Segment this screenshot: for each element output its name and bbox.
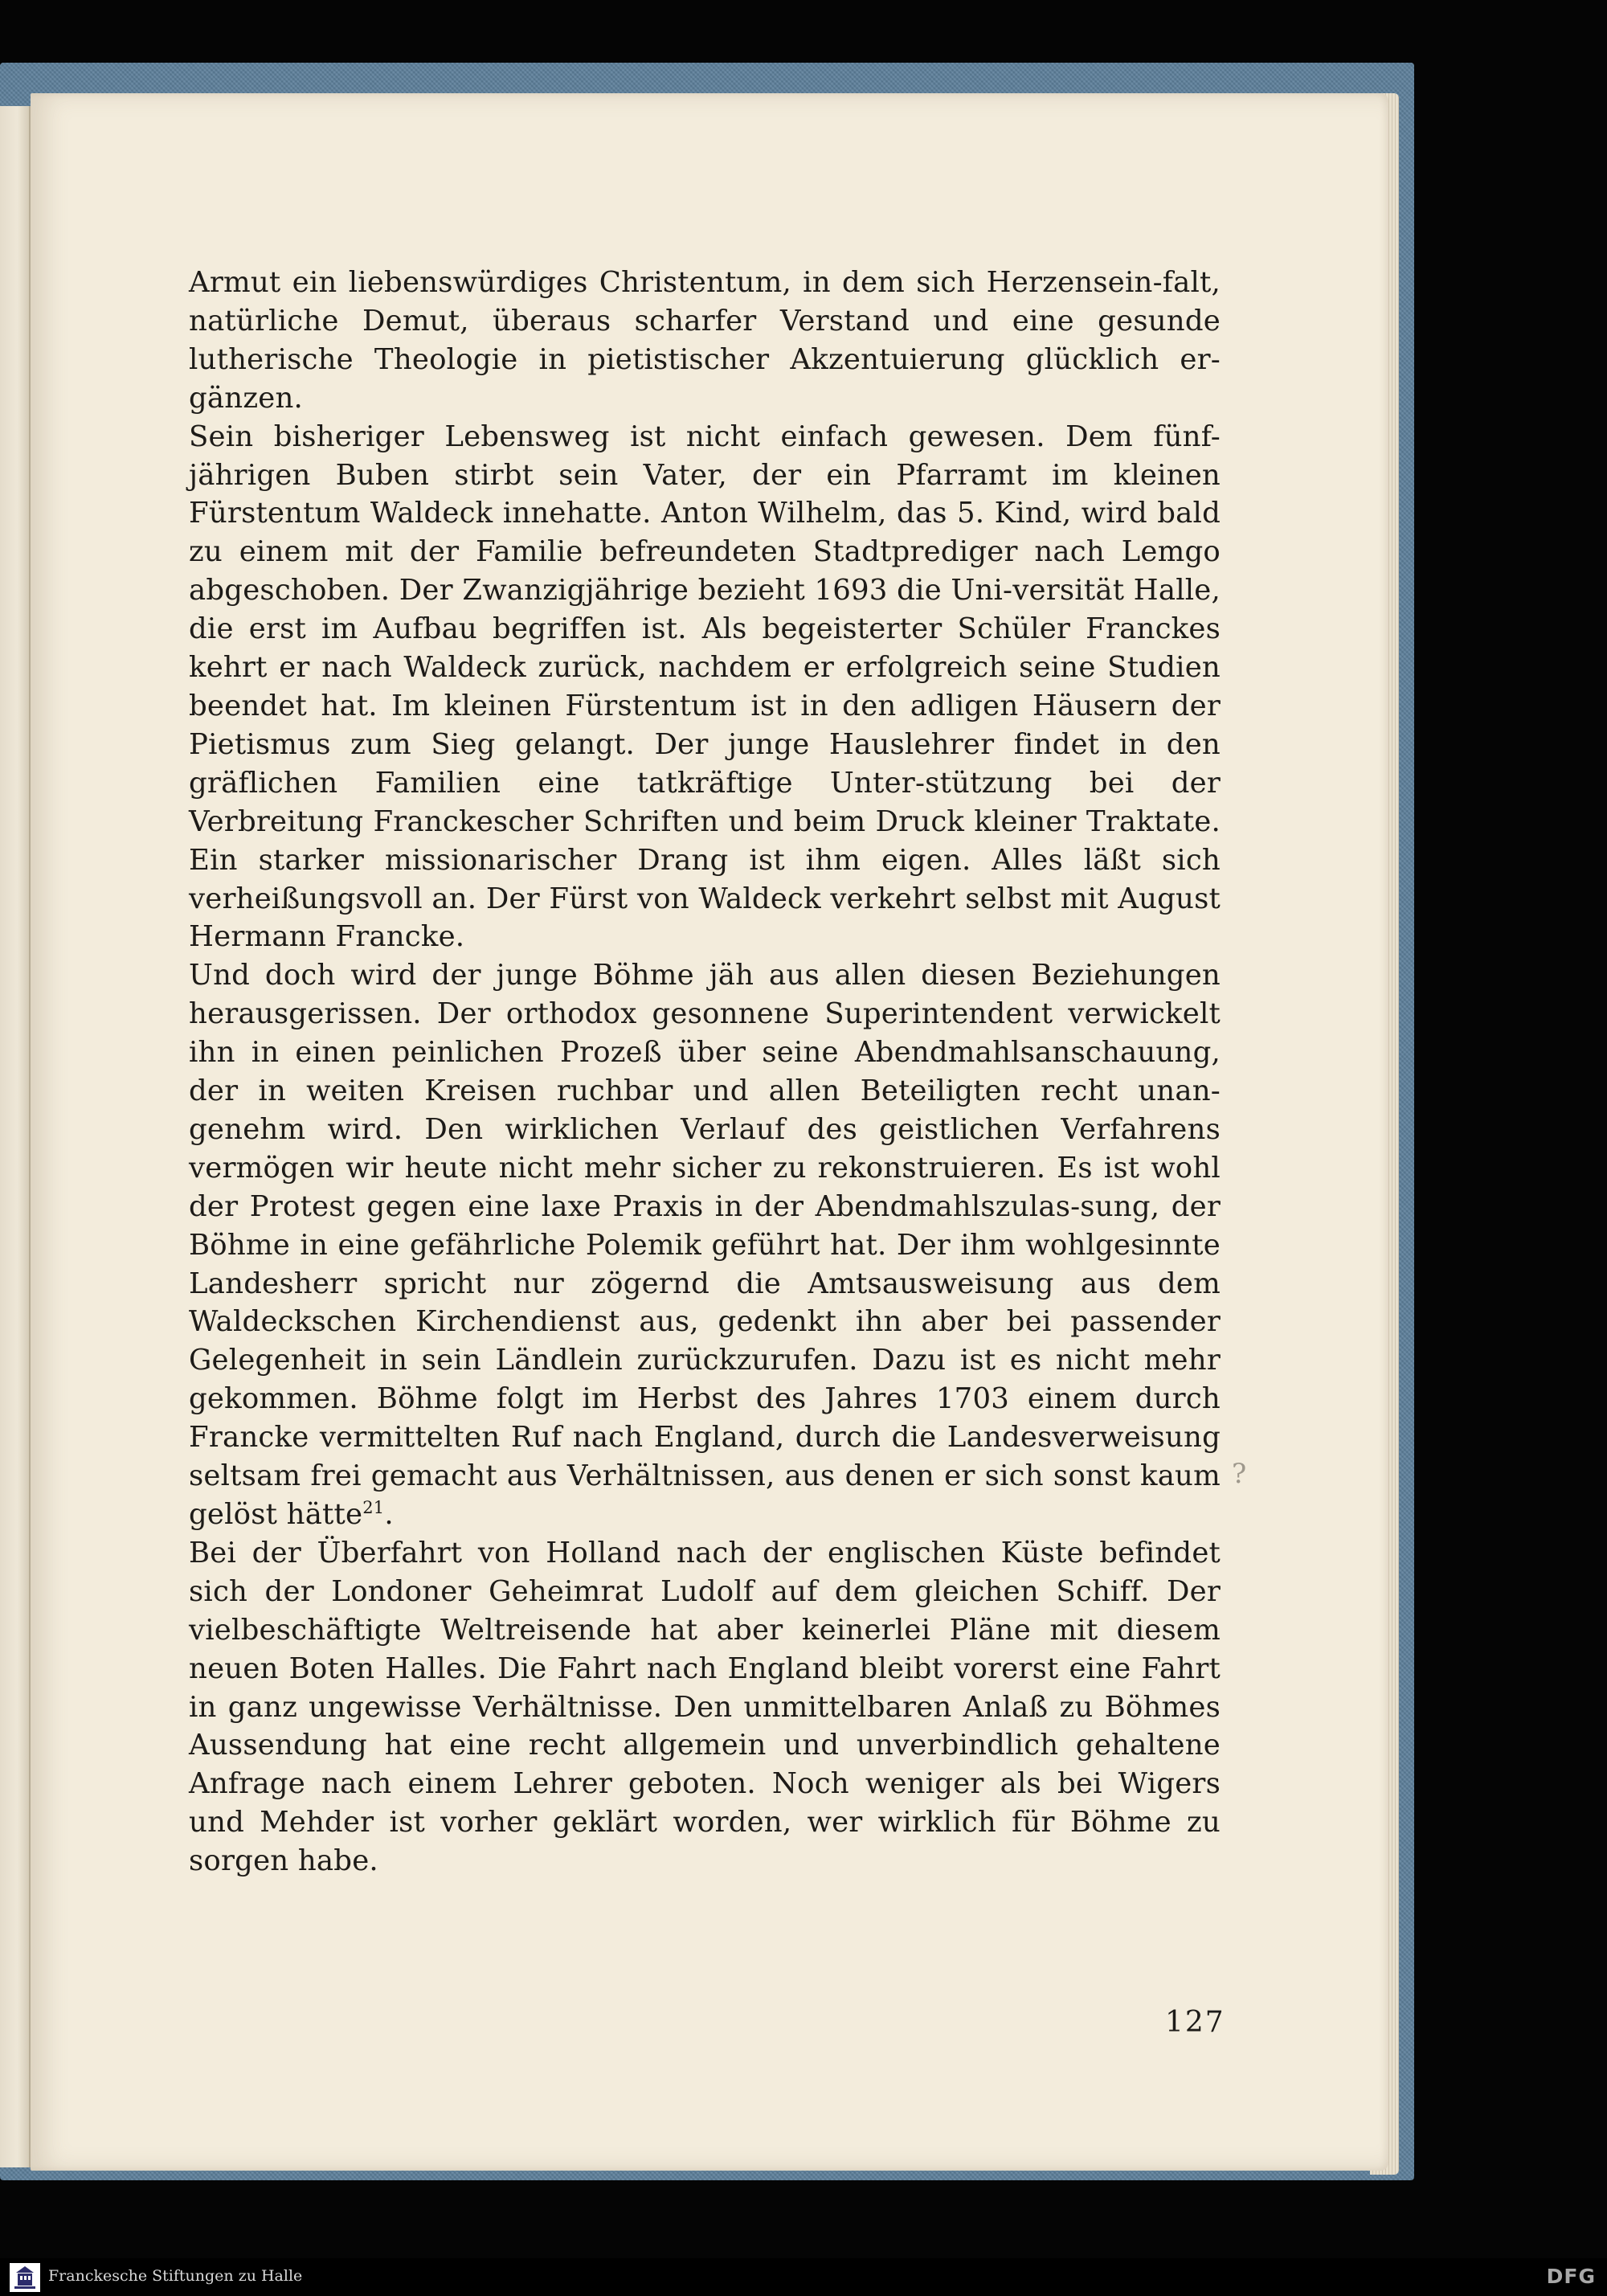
paragraph-1: Armut ein liebenswürdiges Christentum, in dem sich Herzensein-falt, natürliche Demut, überaus scharfer Verstand und eine gesunde lutherische Theologie in pietistischer Akzentuierung glücklich er-gänzen.	[189, 266, 1221, 415]
paragraph-2: Sein bisheriger Lebensweg ist nicht einfach gewesen. Dem fünf-jährigen Buben stirbt sein Vater, der ein Pfarramt im kleinen Fürstentum Waldeck innehatte. Anton Wilhelm, das 5. Kind, wird bald zu einem mit der Familie befreundeten Stadtprediger nach Lemgo abgeschoben. Der Zwanzigjährige bezieht 1693 die Uni-versität Halle, die erst im Aufbau begriffen ist. Als begeisterter Schüler Franckes kehrt er nach Waldeck zurück, nachdem er erfolgreich seine Studien beendet hat. Im kleinen Fürstentum ist in den adligen Häusern der Pietismus zum Sieg gelangt. Der junge Hauslehrer findet in den gräflichen Familien eine tatkräftige Unter-stützung bei der Verbreitung Franckescher Schriften und beim Druck kleiner Traktate. Ein starker missionarischer Drang ist ihm eigen. Alles läßt sich verheißungsvoll an. Der Fürst von Waldeck verkehrt selbst mit August Hermann Francke.	[189, 420, 1221, 954]
left-facing-page	[0, 106, 31, 2167]
book-page	[31, 93, 1388, 2171]
footer-bar	[0, 2258, 1607, 2296]
page-number: 127	[1165, 2006, 1225, 2039]
footnote-reference: 21	[362, 1498, 385, 1518]
institution-logo-icon	[10, 2263, 40, 2292]
paragraph-3-text: Und doch wird der junge Böhme jäh aus allen diesen Beziehungen herausgerissen. Der orthodox gesonnene Superintendent verwickelt ihn in einen peinlichen Prozeß über seine Abendmahlsanschauung, der in weiten Kreisen ruchbar und allen Beteiligten recht unan-genehm wird. Den wirklichen Verlauf des geistlichen Verfahrens vermögen wir heute nicht mehr sicher zu rekonstruieren. Es ist wohl der Protest gegen eine laxe Praxis in der Abendmahlszulas-sung, der Böhme in eine gefährliche Polemik geführt hat. Der ihm wohlgesinnte Landesherr spricht nur zögernd die Amtsausweisung aus dem Waldeckschen Kirchendienst aus, gedenkt ihn aber bei passender Gelegenheit in sein Ländlein zurückzurufen. Dazu ist es nicht mehr gekommen. Böhme folgt im Herbst des Jahres 1703 einem durch Francke vermittelten Ruf nach England, durch die Landesverweisung seltsam frei gemacht aus Verhältnissen, aus denen er sich sonst kaum gelöst hätte	[189, 959, 1221, 1531]
margin-mark: ?	[1232, 1458, 1247, 1490]
footer-organization: Franckesche Stiftungen zu Halle	[48, 2267, 303, 2285]
dfg-logo: DFG	[1546, 2265, 1596, 2288]
body-text	[189, 264, 1221, 1881]
paragraph-3-end: .	[384, 1498, 394, 1531]
paragraph-3	[189, 956, 1221, 1534]
paragraph-4: Bei der Überfahrt von Holland nach der englischen Küste befindet sich der Londoner Geheimrat Ludolf auf dem gleichen Schiff. Der vielbeschäftigte Weltreisende hat aber keinerlei Pläne mit diesem neuen Boten Halles. Die Fahrt nach England bleibt vorerst eine Fahrt in ganz ungewisse Verhältnisse. Den unmittelbaren Anlaß zu Böhmes Aussendung hat eine recht allgemein und unverbindlich gehaltene Anfrage nach einem Lehrer geboten. Noch weniger als bei Wigers und Mehder ist vorher geklärt worden, wer wirklich für Böhme zu sorgen habe.	[189, 1536, 1221, 1878]
